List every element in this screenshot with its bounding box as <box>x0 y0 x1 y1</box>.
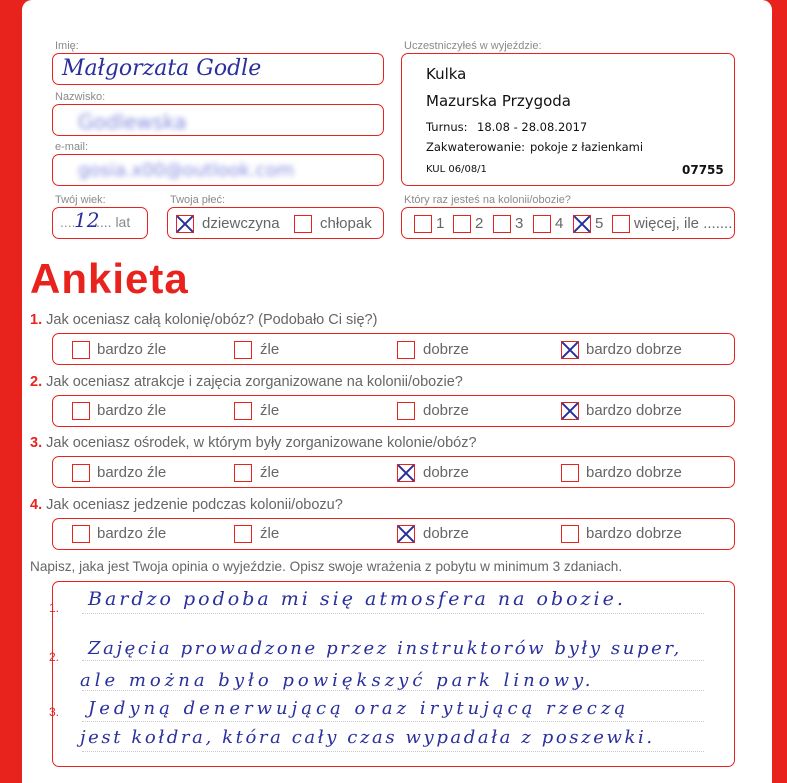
turnus-value: 18.08 - 28.08.2017 <box>477 120 588 134</box>
turnus-label: Turnus: <box>426 120 468 134</box>
q4-checkbox-zle[interactable] <box>234 525 252 543</box>
q2-option-bardzo-dobrze: bardzo dobrze <box>586 402 682 419</box>
q4-checkbox-bardzo-zle[interactable] <box>72 525 90 543</box>
gender-label: Twoja płeć: <box>170 194 226 206</box>
trip-label: Uczestniczyłeś w wyjeździe: <box>404 40 542 52</box>
q3-checkbox-zle[interactable] <box>234 464 252 482</box>
q2-option-bardzo-zle: bardzo źle <box>97 402 167 419</box>
times-checkbox-5[interactable] <box>573 215 591 233</box>
q3-option-zle: źle <box>260 464 280 481</box>
first-name-value: Małgorzata Godle <box>62 56 262 81</box>
survey-title: Ankieta <box>30 255 189 302</box>
q2-checkbox-zle[interactable] <box>234 402 252 420</box>
age-value: 12 <box>74 208 100 232</box>
q3-option-bardzo-dobrze: bardzo dobrze <box>586 464 682 481</box>
q4-checkbox-bardzo-dobrze[interactable] <box>561 525 579 543</box>
times-checkbox-4[interactable] <box>533 215 551 233</box>
times-option-2: 2 <box>475 215 484 232</box>
times-option-1: 1 <box>436 215 445 232</box>
opinion-line-2 <box>82 660 704 661</box>
gender-checkbox-dziewczyna[interactable] <box>176 215 194 233</box>
opinion-number-1: 1. <box>49 601 60 615</box>
q1-option-bardzo-zle: bardzo źle <box>97 341 167 358</box>
question-1-text: Jak oceniasz całą kolonię/obóz? (Podobało Ci się?) <box>46 312 378 328</box>
opinion-number-2: 2. <box>49 650 60 664</box>
q3-checkbox-dobrze[interactable] <box>397 464 415 482</box>
q2-option-dobrze: dobrze <box>423 402 469 419</box>
gender-option-chlopak: chłopak <box>320 215 372 232</box>
opinion-text-line-4: Jedyną denerwującą oraz irytującą rzeczą <box>88 698 630 719</box>
q4-checkbox-dobrze[interactable] <box>397 525 415 543</box>
q1-checkbox-zle[interactable] <box>234 341 252 359</box>
opinion-text-line-5: jest kołdra, która cały czas wypadała z poszewki. <box>80 727 655 748</box>
opinion-text-line-1: Bardzo podoba mi się atmosfera na obozie. <box>88 588 626 610</box>
q1-option-dobrze: dobrze <box>423 341 469 358</box>
first-name-label: Imię: <box>55 40 79 52</box>
q4-option-bardzo-zle: bardzo źle <box>97 525 167 542</box>
opinion-text-line-3: ale można było powiększyć park linowy. <box>80 670 595 691</box>
opinion-text-line-2: Zajęcia prowadzone przez instruktorów były super, <box>88 638 682 659</box>
q3-option-bardzo-zle: bardzo źle <box>97 464 167 481</box>
gender-option-dziewczyna: dziewczyna <box>202 215 280 232</box>
age-dots: .... <box>60 214 76 230</box>
times-checkbox-more[interactable] <box>612 215 630 233</box>
question-4 <box>30 497 343 513</box>
age-unit: .... lat <box>96 214 131 230</box>
accommodation-label: Zakwaterowanie: <box>426 140 526 154</box>
question-1-number: 1. <box>30 312 43 328</box>
trip-code: KUL 06/08/1 <box>426 164 487 175</box>
q3-option-dobrze: dobrze <box>423 464 469 481</box>
q1-option-bardzo-dobrze: bardzo dobrze <box>586 341 682 358</box>
q1-checkbox-bardzo-zle[interactable] <box>72 341 90 359</box>
q1-checkbox-bardzo-dobrze[interactable] <box>561 341 579 359</box>
last-name-label: Nazwisko: <box>55 91 106 103</box>
times-checkbox-1[interactable] <box>414 215 432 233</box>
question-4-text: Jak oceniasz jedzenie podczas kolonii/obozu? <box>46 497 343 513</box>
opinion-number-3: 3. <box>49 705 60 719</box>
email-label: e-mail: <box>55 141 89 153</box>
q3-checkbox-bardzo-dobrze[interactable] <box>561 464 579 482</box>
last-name-value: Godlewska <box>78 110 187 134</box>
question-3 <box>30 435 477 451</box>
q2-checkbox-dobrze[interactable] <box>397 402 415 420</box>
opinion-line-5 <box>82 751 704 752</box>
times-option-5: 5 <box>595 215 604 232</box>
q2-checkbox-bardzo-zle[interactable] <box>72 402 90 420</box>
q2-option-zle: źle <box>260 402 280 419</box>
trip-name: Kulka <box>426 65 467 83</box>
question-2-text: Jak oceniasz atrakcje i zajęcia zorganizowane na kolonii/obozie? <box>46 374 463 390</box>
q2-checkbox-bardzo-dobrze[interactable] <box>561 402 579 420</box>
times-checkbox-2[interactable] <box>453 215 471 233</box>
q3-checkbox-bardzo-zle[interactable] <box>72 464 90 482</box>
opinion-line-4 <box>82 721 704 722</box>
question-2-number: 2. <box>30 374 43 390</box>
accommodation-value: pokoje z łazienkami <box>530 140 644 154</box>
email-value: gosia.x00@outlook.com <box>78 160 295 181</box>
question-4-number: 4. <box>30 497 43 513</box>
q1-checkbox-dobrze[interactable] <box>397 341 415 359</box>
question-3-text: Jak oceniasz ośrodek, w którym były zorganizowane kolonie/obóz? <box>46 435 477 451</box>
times-label: Który raz jesteś na kolonii/obozie? <box>404 194 571 206</box>
times-option-4: 4 <box>555 215 564 232</box>
q4-option-bardzo-dobrze: bardzo dobrze <box>586 525 682 542</box>
trip-number: 07755 <box>682 163 724 177</box>
question-3-number: 3. <box>30 435 43 451</box>
question-2 <box>30 374 463 390</box>
question-1 <box>30 312 377 328</box>
opinion-prompt: Napisz, jaka jest Twoja opinia o wyjeździe. Opisz swoje wrażenia z pobytu w minimum 3 zdaniach. <box>30 559 623 574</box>
q1-option-zle: źle <box>260 341 280 358</box>
q4-option-dobrze: dobrze <box>423 525 469 542</box>
opinion-line-1 <box>82 613 704 614</box>
q4-option-zle: źle <box>260 525 280 542</box>
age-label: Twój wiek: <box>55 194 106 206</box>
times-option-more: więcej, ile ....... <box>634 215 733 232</box>
gender-checkbox-chlopak[interactable] <box>294 215 312 233</box>
trip-program: Mazurska Przygoda <box>426 92 571 110</box>
times-checkbox-3[interactable] <box>493 215 511 233</box>
times-option-3: 3 <box>515 215 524 232</box>
